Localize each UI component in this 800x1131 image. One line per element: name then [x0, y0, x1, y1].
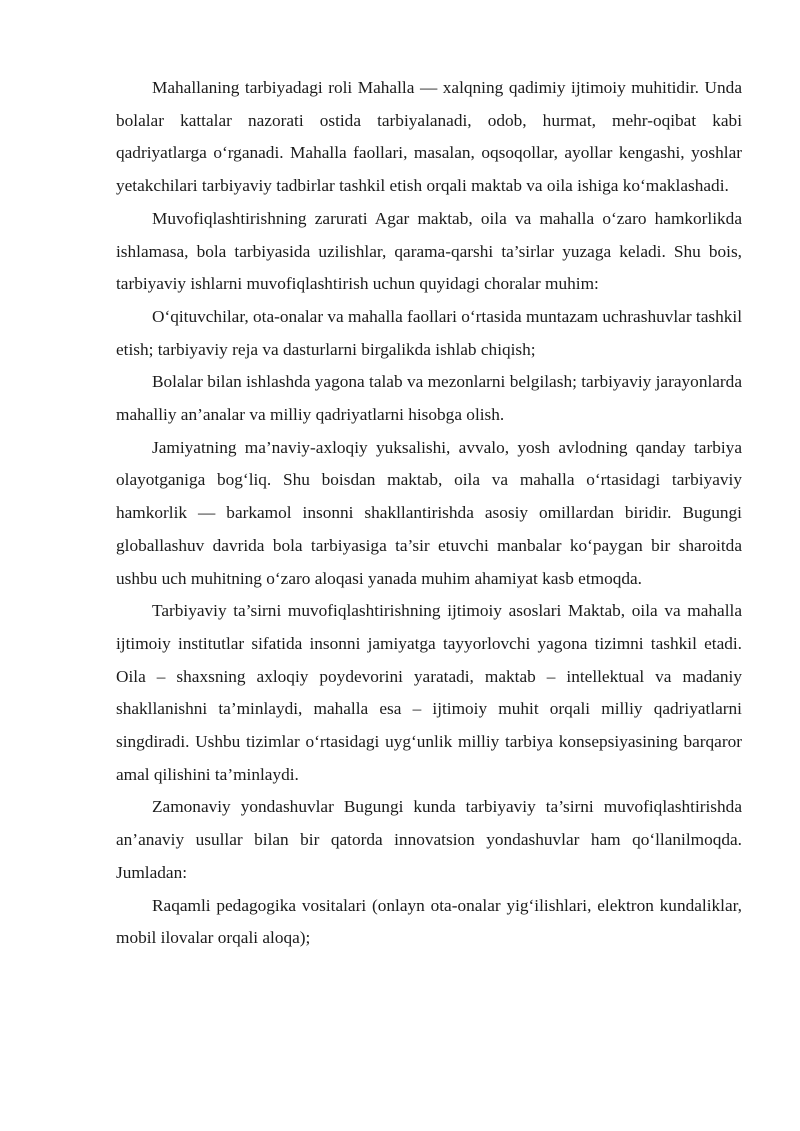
paragraph-modern-approaches: Zamonaviy yondashuvlar Bugungi kunda tarbiyaviy ta’sirni muvofiqlashtirishda an’anaviy usullar bilan bir qatorda innovatsion yondashuvlar ham qo‘llanilmoqda. Jumladan:	[116, 797, 742, 882]
paragraph-mahalla-role: Mahallaning tarbiyadagi roli Mahalla — xalqning qadimiy ijtimoiy muhitidir. Unda bolalar kattalar nazorati ostida tarbiyalanadi, odob, hurmat, mehr-oqibat kabi qadriyatlarga o‘rganadi. Mahalla faollari, masalan, oqsoqollar, ayollar kengashi, yoshlar yetakchilari tarbiyaviy tadbirlar tashkil etish orqali maktab va oila ishiga ko‘maklashadi.	[116, 78, 742, 196]
paragraph-society-upbringing: Jamiyatning ma’naviy-axloqiy yuksalishi, avvalo, yosh avlodning qanday tarbiya olayotganiga bog‘liq. Shu boisdan maktab, oila va mahalla o‘rtasidagi tarbiyaviy hamkorlik — barkamol insonni shakllantirishda asosiy omillardan biridir. Bugungi globallashuv davrida bola tarbiyasiga ta’sir etuvchi manbalar ko‘paygan bir sharoitda ushbu uch muhitning o‘zaro aloqasi yanada muhim ahamiyat kasb etmoqda.	[116, 437, 742, 588]
paragraph-coordination-need: Muvofiqlashtirishning zarurati Agar maktab, oila va mahalla o‘zaro hamkorlikda ishlamasa, bola tarbiyasida uzilishlar, qarama-qarshi ta’sirlar yuzaga keladi. Shu bois, tarbiyaviy ishlarni muvofiqlashtirish uchun quyidagi choralar muhim:	[116, 208, 742, 294]
paragraph-unified-requirements: Bolalar bilan ishlashda yagona talab va mezonlarni belgilash; tarbiyaviy jarayonlarda mahalliy an’analar va milliy qadriyatlarni hisobga olish.	[116, 372, 742, 425]
paragraph-regular-meetings: O‘qituvchilar, ota-onalar va mahalla faollari o‘rtasida muntazam uchrashuvlar tashkil etish; tarbiyaviy reja va dasturlarni birgalikda ishlab chiqish;	[116, 306, 743, 359]
paragraph-social-foundations: Tarbiyaviy ta’sirni muvofiqlashtirishning ijtimoiy asoslari Maktab, oila va mahalla ijtimoiy institutlar sifatida insonni jamiyatga tayyorlovchi yagona tizimni tashkil etadi. Oila – shaxsning axloqiy poydevorini yaratadi, maktab – intellektual va madaniy shakllanishni ta’minlaydi, mahalla esa – ijtimoiy muhit orqali milliy qadriyatlarni singdiradi. Ushbu tizimlar o‘rtasidagi uyg‘unlik milliy tarbiya konsepsiyasining barqaror amal qilishini ta’minlaydi.	[116, 601, 742, 784]
document-page	[116, 72, 742, 955]
paragraph-digital-pedagogy: Raqamli pedagogika vositalari (onlayn ota-onalar yig‘ilishlari, elektron kundaliklar, mobil ilovalar orqali aloqa);	[116, 895, 742, 948]
